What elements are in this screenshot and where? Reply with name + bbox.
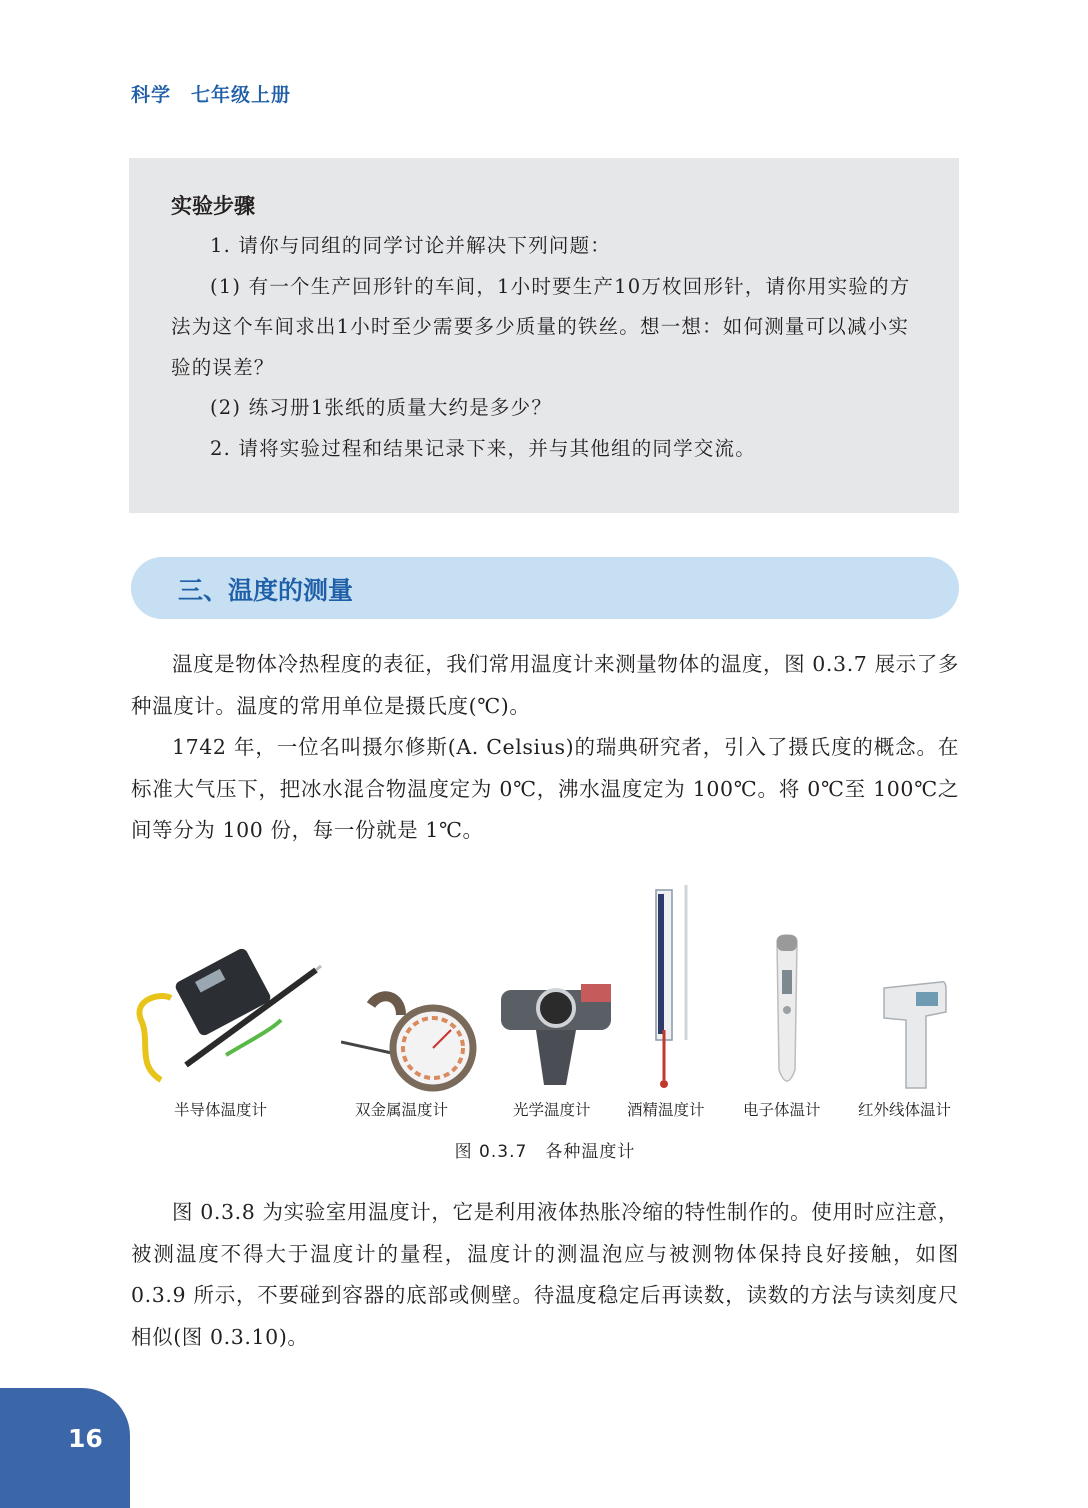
thermometer-label: 电子体温计 [743,1101,821,1119]
alcohol-thermometer-icon [626,880,721,1095]
experiment-title: 实验步骤 [171,194,255,218]
page-number-tab [0,1388,130,1508]
step-line: 2. 请将实验过程和结果记录下来，并与其他组的同学交流。 [210,436,756,460]
step-line: (1) 有一个生产回形针的车间，1小时要生产10万枚回形针，请你用实验的方法为这个车间求出1小时至少需要多少质量的铁丝。想一想：如何测量可以减小实验的误差？ [171,274,911,379]
thermometer-label: 红外线体温计 [858,1101,952,1119]
optical-thermometer-icon [496,880,621,1095]
running-header [131,80,291,107]
paragraph: 图 0.3.8 为实验室用温度计，它是利用液体热胀冷缩的特性制作的。使用时应注意，被测温度不得大于温度计的量程，温度计的测温泡应与被测物体保持良好接触，如图 0.3.9 所示，不要碰到容器的底部或侧壁。待温度稳定后再读数，读数的方法与读刻度尺相似(图 0.3.10)。 [131,1200,959,1349]
thermometer-label: 酒精温度计 [627,1101,705,1119]
section-banner [131,557,959,619]
thermometer-label: 光学温度计 [513,1101,591,1119]
infrared-thermometer-icon [856,880,971,1095]
thermometer-label: 半导体温度计 [174,1101,268,1119]
bimetal-thermometer-icon [341,880,481,1095]
thermometer-label: 双金属温度计 [355,1101,449,1119]
electronic-thermometer-icon [739,880,844,1095]
page-number: 16 [68,1424,103,1453]
body-text-usage [131,1192,959,1358]
experiment-box [129,158,959,513]
thermometer-figure [131,880,971,1120]
figure-caption: 图 0.3.7 各种温度计 [454,1142,636,1162]
paragraph: 温度是物体冷热程度的表征，我们常用温度计来测量物体的温度，图 0.3.7 展示了多种温度计。温度的常用单位是摄氏度(℃)。 [131,652,959,718]
subject-label: 科学 [131,84,172,106]
section-title: 三、温度的测量 [178,576,354,605]
experiment-steps [171,226,921,469]
semiconductor-thermometer-icon [131,880,331,1095]
grade-label: 七年级上册 [191,84,292,106]
body-text-intro [131,644,959,852]
paragraph: 1742 年，一位名叫摄尔修斯(A. Celsius)的瑞典研究者，引入了摄氏度的概念。在标准大气压下，把冰水混合物温度定为 0℃，沸水温度定为 100℃。将 0℃至 100℃之间等分为 100 份，每一份就是 1℃。 [131,735,959,842]
step-line: (2) 练习册1张纸的质量大约是多少？ [210,396,553,419]
step-line: 1. 请你与同组的同学讨论并解决下列问题： [210,234,612,257]
